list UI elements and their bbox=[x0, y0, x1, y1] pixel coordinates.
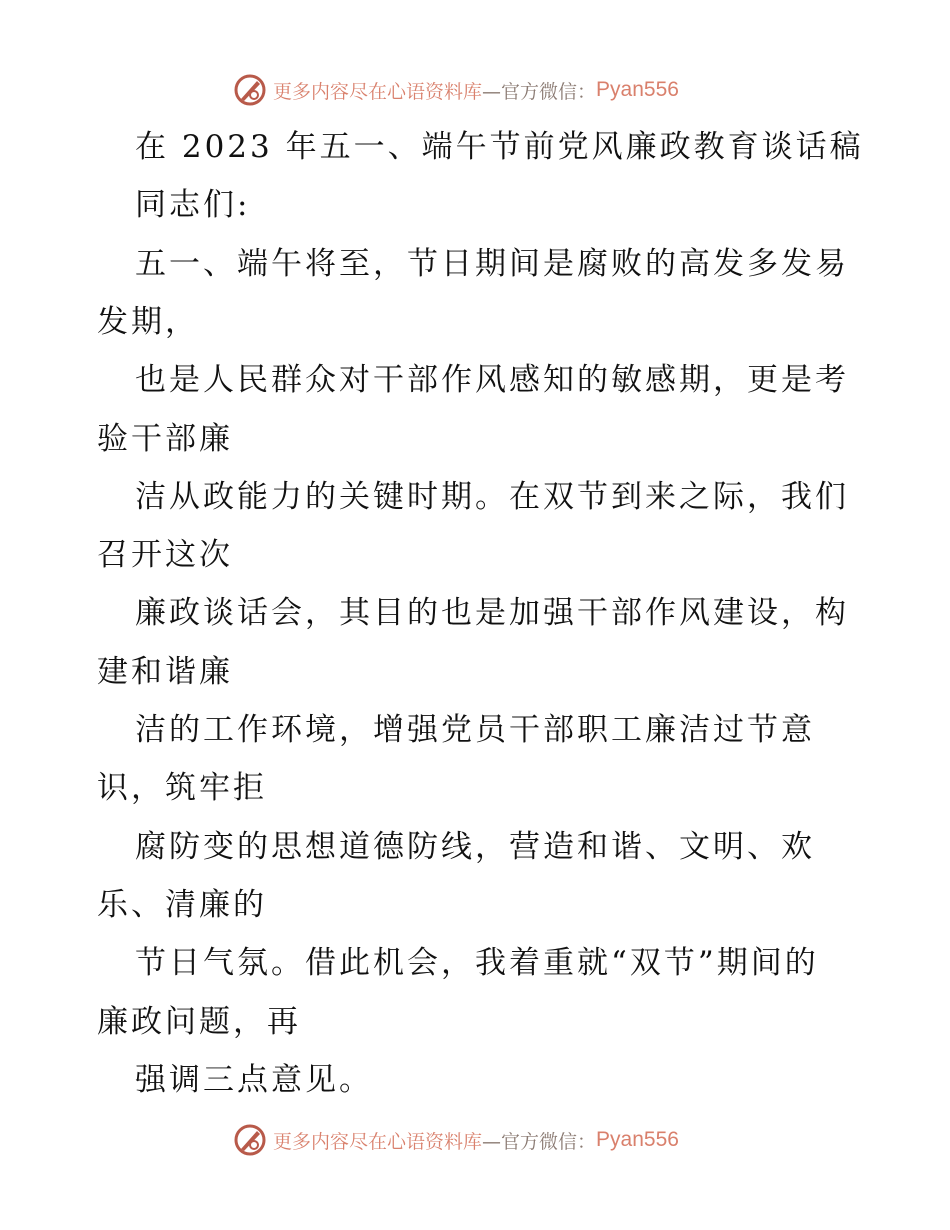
footer-watermark bbox=[233, 1120, 679, 1160]
text-line: 廉政谈话会，其目的也是加强干部作风建设，构 bbox=[135, 595, 849, 632]
watermark-text: 更多内容尽在心语资料库 bbox=[273, 1130, 483, 1153]
watermark-text: 更多内容尽在心语资料库 bbox=[273, 80, 483, 103]
text-line: 同志们: bbox=[135, 187, 251, 224]
document-title: 在 2023 年五一、端午节前党风廉政教育谈话稿 bbox=[135, 129, 864, 165]
text-line: 强调三点意见。 bbox=[135, 1061, 373, 1098]
pen-logo-icon bbox=[233, 1123, 267, 1157]
text-line: 验干部廉 bbox=[97, 420, 233, 457]
text-line: 腐防变的思想道德防线，营造和谐、文明、欢 bbox=[135, 828, 815, 865]
text-line: 发期， bbox=[97, 303, 199, 340]
text-line: 节日气氛。借此机会，我着重就“双节”期间的 bbox=[135, 945, 819, 982]
text-line: 召开这次 bbox=[97, 537, 233, 574]
header-watermark bbox=[233, 70, 679, 110]
text-line: 乐、清廉的 bbox=[97, 886, 267, 923]
watermark-wechat-id: Pyan556 bbox=[596, 78, 679, 101]
text-line: 廉政问题，再 bbox=[97, 1003, 301, 1040]
watermark-wechat-label: —官方微信： bbox=[482, 1130, 597, 1153]
pen-logo-icon bbox=[233, 73, 267, 107]
text-line: 洁从政能力的关键时期。在双节到来之际，我们 bbox=[135, 478, 849, 515]
watermark-wechat-id: Pyan556 bbox=[596, 1128, 679, 1151]
watermark-wechat-label: —官方微信： bbox=[482, 80, 597, 103]
text-line: 也是人民群众对干部作风感知的敏感期，更是考 bbox=[135, 362, 849, 399]
text-line: 洁的工作环境，增强党员干部职工廉洁过节意 bbox=[135, 712, 815, 748]
text-line: 识，筑牢拒 bbox=[97, 770, 267, 807]
text-line: 建和谐廉 bbox=[97, 653, 233, 690]
text-line: 五一、端午将至，节日期间是腐败的高发多发易 bbox=[135, 245, 849, 282]
